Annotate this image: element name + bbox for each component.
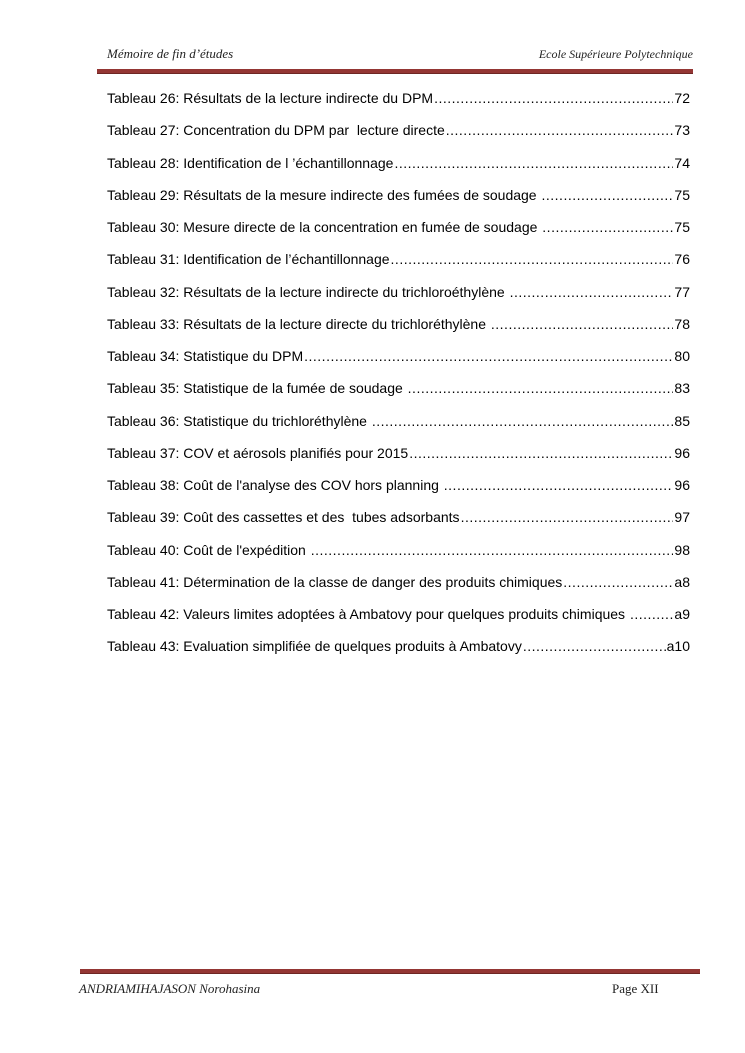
footer-author: ANDRIAMIHAJASON Norohasina — [79, 981, 261, 996]
toc-entry[interactable] — [107, 282, 690, 314]
toc-leader-dots — [444, 475, 674, 495]
toc-entry-title: Tableau 26: Résultats de la lecture indirecte du DPM — [107, 90, 434, 106]
toc-entry[interactable] — [107, 572, 690, 604]
toc-entry-title: Tableau 33: Résultats de la lecture directe du trichloréthylène — [107, 315, 490, 332]
toc-entry[interactable] — [107, 120, 690, 152]
toc-entry-page: 83 — [674, 380, 690, 397]
toc-entry[interactable] — [107, 443, 690, 475]
toc-leader-dots — [523, 636, 666, 656]
toc-entry[interactable] — [107, 249, 690, 281]
toc-leader-dots — [446, 120, 674, 140]
toc-entry-page: 98 — [674, 541, 690, 558]
toc-entry[interactable] — [107, 507, 690, 539]
toc-entry-title: Tableau 32: Résultats de la lecture indirecte du trichloroéthylène — [107, 283, 509, 300]
toc-entry-page: 85 — [674, 412, 690, 429]
toc-entry-title: Tableau 30: Mesure directe de la concentration en fumée de soudage — [107, 219, 542, 235]
toc-entry-page: 78 — [674, 315, 690, 332]
toc-entry-page: a10 — [666, 638, 690, 655]
toc-entry[interactable] — [107, 346, 690, 378]
toc-entry[interactable] — [107, 185, 690, 217]
toc-entry-title: Tableau 38: Coût de l'analyse des COV hors planning — [107, 477, 443, 493]
toc-entry[interactable] — [107, 540, 690, 572]
toc-entry[interactable] — [107, 636, 690, 668]
footer-divider — [80, 969, 700, 974]
toc-entry-title: Tableau 31: Identification de l’échantillonnage — [107, 251, 390, 268]
toc-entry-page: 75 — [674, 186, 690, 203]
toc-leader-dots — [391, 249, 674, 269]
toc-entry-title: Tableau 29: Résultats de la mesure indirecte des fumées de soudage — [107, 186, 541, 203]
toc-leader-dots — [408, 378, 674, 398]
toc-leader-dots — [491, 314, 674, 334]
toc-entry-page: a9 — [674, 606, 690, 622]
toc-entry-title: Tableau 42: Valeurs limites adoptées à Ambatovy pour quelques produits chimiques — [107, 606, 629, 622]
toc-leader-dots — [461, 507, 674, 527]
toc-entry[interactable] — [107, 604, 690, 636]
toc-leader-dots — [311, 540, 674, 560]
header-divider — [97, 69, 693, 74]
toc-leader-dots — [394, 153, 673, 173]
header-document-title: Mémoire de fin d’études — [107, 46, 234, 61]
toc-entry-page: 77 — [674, 283, 690, 300]
toc-entry[interactable] — [107, 88, 690, 120]
toc-entry[interactable] — [107, 153, 690, 185]
toc-entry-page: 72 — [674, 90, 690, 106]
toc-entry[interactable] — [107, 475, 690, 507]
toc-entry-page: 96 — [674, 477, 690, 493]
toc-entry-title: Tableau 37: COV et aérosols planifiés pour 2015 — [107, 444, 409, 461]
toc-entry-title: Tableau 40: Coût de l'expédition — [107, 541, 310, 558]
toc-entry-page: 97 — [674, 509, 690, 526]
toc-entry-title: Tableau 39: Coût des cassettes et des tubes adsorbants — [107, 509, 460, 526]
toc-leader-dots — [372, 411, 674, 431]
toc-entry-title: Tableau 36: Statistique du trichloréthylène — [107, 412, 371, 429]
toc-entry[interactable] — [107, 217, 690, 249]
toc-entry-title: Tableau 43: Evaluation simplifiée de quelques produits à Ambatovy — [107, 638, 522, 655]
toc-entry-page: 75 — [674, 219, 690, 235]
toc-leader-dots — [542, 185, 674, 205]
toc-entry-page: 96 — [674, 444, 690, 461]
toc-leader-dots — [304, 346, 673, 366]
toc-entry[interactable] — [107, 378, 690, 410]
toc-entry-page: 76 — [674, 251, 690, 268]
toc-leader-dots — [434, 88, 673, 108]
toc-leader-dots — [542, 217, 673, 237]
toc-entry-title: Tableau 34: Statistique du DPM — [107, 348, 304, 364]
toc-leader-dots — [510, 282, 674, 302]
toc-leader-dots — [563, 572, 673, 592]
toc-entry-page: 74 — [674, 154, 690, 171]
list-of-tables — [107, 88, 690, 669]
toc-entry[interactable] — [107, 411, 690, 443]
toc-entry-page: 80 — [674, 348, 690, 364]
toc-entry-page: a8 — [674, 573, 690, 590]
toc-leader-dots — [630, 604, 673, 624]
toc-entry-title: Tableau 41: Détermination de la classe de danger des produits chimiques — [107, 573, 563, 590]
toc-entry-title: Tableau 27: Concentration du DPM par lecture directe — [107, 122, 445, 139]
toc-entry[interactable] — [107, 314, 690, 346]
toc-entry-title: Tableau 35: Statistique de la fumée de soudage — [107, 380, 407, 397]
toc-leader-dots — [409, 443, 673, 463]
toc-entry-title: Tableau 28: Identification de l ’échantillonnage — [107, 154, 394, 171]
footer-page-number: Page XII — [612, 981, 659, 996]
toc-entry-page: 73 — [674, 122, 690, 139]
header-school-name: Ecole Supérieure Polytechnique — [538, 47, 693, 61]
